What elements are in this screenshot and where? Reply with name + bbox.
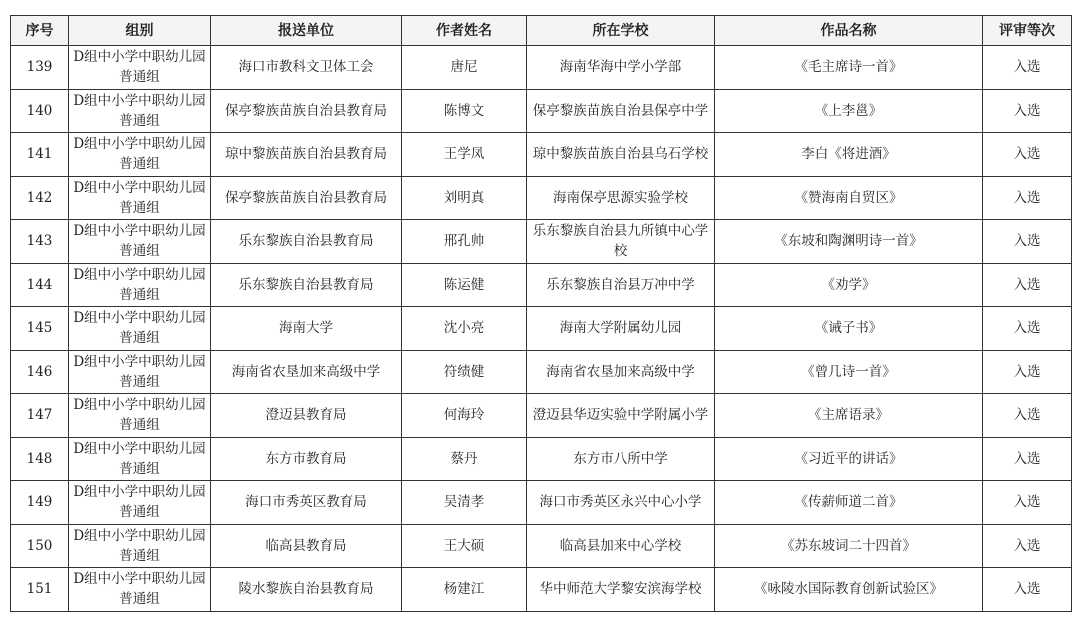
cell-rank: 入选	[983, 263, 1072, 307]
cell-school: 保亭黎族苗族自治县保亭中学	[527, 89, 715, 133]
table-row	[11, 394, 1072, 438]
table-row	[11, 524, 1072, 568]
cell-group: D组中小学中职幼儿园普通组	[69, 307, 211, 351]
cell-school: 澄迈县华迈实验中学附属小学	[527, 394, 715, 438]
cell-school: 海南省农垦加来高级中学	[527, 350, 715, 394]
cell-unit: 乐东黎族自治县教育局	[211, 220, 402, 264]
cell-author: 陈博文	[402, 89, 527, 133]
cell-author: 王大硕	[402, 524, 527, 568]
cell-school: 海南华海中学小学部	[527, 46, 715, 90]
cell-author: 王学凤	[402, 133, 527, 177]
table-row	[11, 46, 1072, 90]
cell-group: D组中小学中职幼儿园普通组	[69, 133, 211, 177]
header-row	[11, 16, 1072, 46]
cell-unit: 陵水黎族自治县教育局	[211, 568, 402, 612]
cell-title: 李白《将进酒》	[715, 133, 983, 177]
cell-group: D组中小学中职幼儿园普通组	[69, 46, 211, 90]
cell-no: 144	[11, 263, 69, 307]
cell-rank: 入选	[983, 307, 1072, 351]
cell-author: 唐尼	[402, 46, 527, 90]
cell-title: 《主席语录》	[715, 394, 983, 438]
cell-group: D组中小学中职幼儿园普通组	[69, 524, 211, 568]
cell-school: 海南保亭思源实验学校	[527, 176, 715, 220]
cell-author: 陈运健	[402, 263, 527, 307]
cell-title: 《上李邕》	[715, 89, 983, 133]
cell-unit: 澄迈县教育局	[211, 394, 402, 438]
cell-rank: 入选	[983, 394, 1072, 438]
cell-unit: 乐东黎族自治县教育局	[211, 263, 402, 307]
header-unit: 报送单位	[211, 16, 402, 46]
cell-unit: 东方市教育局	[211, 437, 402, 481]
cell-unit: 海口市教科文卫体工会	[211, 46, 402, 90]
table-row	[11, 89, 1072, 133]
cell-rank: 入选	[983, 437, 1072, 481]
cell-author: 吴清孝	[402, 481, 527, 525]
header-no: 序号	[11, 16, 69, 46]
cell-author: 符绩健	[402, 350, 527, 394]
cell-no: 148	[11, 437, 69, 481]
table-row	[11, 263, 1072, 307]
cell-rank: 入选	[983, 133, 1072, 177]
cell-no: 143	[11, 220, 69, 264]
cell-title: 《习近平的讲话》	[715, 437, 983, 481]
cell-title: 《咏陵水国际教育创新试验区》	[715, 568, 983, 612]
cell-unit: 保亭黎族苗族自治县教育局	[211, 89, 402, 133]
cell-author: 邢孔帅	[402, 220, 527, 264]
cell-group: D组中小学中职幼儿园普通组	[69, 220, 211, 264]
table-row	[11, 176, 1072, 220]
cell-school: 乐东黎族自治县九所镇中心学校	[527, 220, 715, 264]
table-row	[11, 568, 1072, 612]
cell-school: 乐东黎族自治县万冲中学	[527, 263, 715, 307]
cell-group: D组中小学中职幼儿园普通组	[69, 481, 211, 525]
cell-author: 刘明真	[402, 176, 527, 220]
table-row	[11, 307, 1072, 351]
cell-unit: 琼中黎族苗族自治县教育局	[211, 133, 402, 177]
results-table	[10, 15, 1072, 612]
cell-no: 145	[11, 307, 69, 351]
cell-author: 杨建江	[402, 568, 527, 612]
cell-no: 142	[11, 176, 69, 220]
cell-unit: 海口市秀英区教育局	[211, 481, 402, 525]
cell-rank: 入选	[983, 176, 1072, 220]
cell-rank: 入选	[983, 481, 1072, 525]
cell-no: 149	[11, 481, 69, 525]
cell-rank: 入选	[983, 524, 1072, 568]
cell-no: 146	[11, 350, 69, 394]
cell-title: 《曾几诗一首》	[715, 350, 983, 394]
cell-author: 沈小亮	[402, 307, 527, 351]
table-row	[11, 220, 1072, 264]
cell-no: 147	[11, 394, 69, 438]
cell-title: 《苏东坡词二十四首》	[715, 524, 983, 568]
header-school: 所在学校	[527, 16, 715, 46]
cell-group: D组中小学中职幼儿园普通组	[69, 89, 211, 133]
header-group: 组别	[69, 16, 211, 46]
table-row	[11, 437, 1072, 481]
cell-school: 华中师范大学黎安滨海学校	[527, 568, 715, 612]
header-title: 作品名称	[715, 16, 983, 46]
cell-unit: 临高县教育局	[211, 524, 402, 568]
cell-group: D组中小学中职幼儿园普通组	[69, 176, 211, 220]
cell-group: D组中小学中职幼儿园普通组	[69, 437, 211, 481]
table-row	[11, 133, 1072, 177]
cell-title: 《诫子书》	[715, 307, 983, 351]
table-row	[11, 481, 1072, 525]
cell-author: 蔡丹	[402, 437, 527, 481]
cell-no: 141	[11, 133, 69, 177]
cell-rank: 入选	[983, 220, 1072, 264]
cell-title: 《东坡和陶渊明诗一首》	[715, 220, 983, 264]
cell-group: D组中小学中职幼儿园普通组	[69, 350, 211, 394]
cell-school: 海口市秀英区永兴中心小学	[527, 481, 715, 525]
cell-rank: 入选	[983, 568, 1072, 612]
cell-no: 139	[11, 46, 69, 90]
cell-title: 《赞海南自贸区》	[715, 176, 983, 220]
cell-school: 琼中黎族苗族自治县乌石学校	[527, 133, 715, 177]
cell-school: 临高县加来中心学校	[527, 524, 715, 568]
cell-rank: 入选	[983, 46, 1072, 90]
cell-unit: 保亭黎族苗族自治县教育局	[211, 176, 402, 220]
cell-title: 《传薪师道二首》	[715, 481, 983, 525]
cell-no: 150	[11, 524, 69, 568]
cell-school: 东方市八所中学	[527, 437, 715, 481]
cell-group: D组中小学中职幼儿园普通组	[69, 394, 211, 438]
cell-unit: 海南省农垦加来高级中学	[211, 350, 402, 394]
cell-no: 151	[11, 568, 69, 612]
cell-title: 《毛主席诗一首》	[715, 46, 983, 90]
cell-title: 《劝学》	[715, 263, 983, 307]
cell-group: D组中小学中职幼儿园普通组	[69, 568, 211, 612]
cell-rank: 入选	[983, 350, 1072, 394]
header-rank: 评审等次	[983, 16, 1072, 46]
cell-author: 何海玲	[402, 394, 527, 438]
cell-group: D组中小学中职幼儿园普通组	[69, 263, 211, 307]
header-author: 作者姓名	[402, 16, 527, 46]
table-body	[11, 46, 1072, 612]
cell-unit: 海南大学	[211, 307, 402, 351]
table-row	[11, 350, 1072, 394]
cell-rank: 入选	[983, 89, 1072, 133]
cell-no: 140	[11, 89, 69, 133]
cell-school: 海南大学附属幼儿园	[527, 307, 715, 351]
